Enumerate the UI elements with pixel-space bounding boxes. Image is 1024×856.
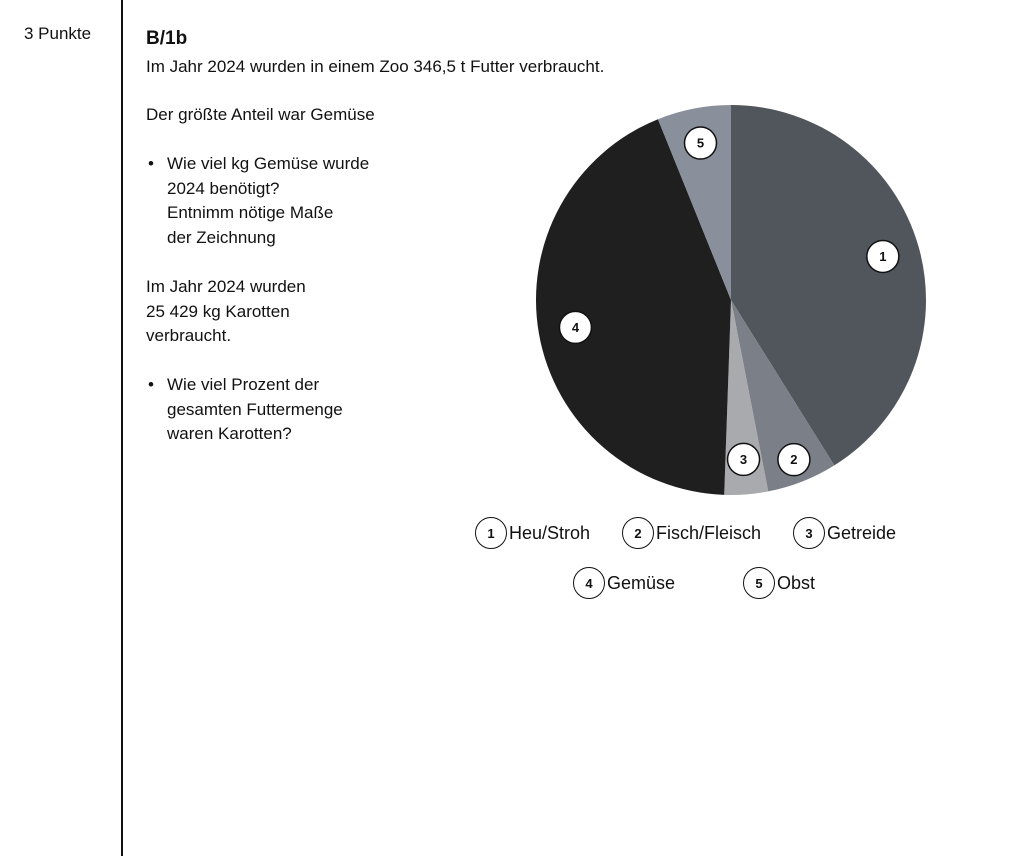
svg-text:4: 4 [571,319,580,335]
question-1-line: 2024 benötigt? [167,178,280,198]
pie-label-5 [684,127,716,159]
question-1-line: Entnimm nötige Maße [167,203,334,222]
pie-label-1 [867,240,899,272]
pie-label-3 [728,443,760,475]
legend-item-2 [622,515,761,551]
question-1-line: Wie viel kg Gemüse wurde [167,154,370,173]
pie-label-2 [778,444,810,476]
svg-text:3: 3 [739,451,748,467]
question-2-line: waren Karotten? [167,424,292,443]
legend-item-4 [573,565,675,601]
question-1-line: der Zeichnung [167,227,276,247]
legend-number: 2 [622,517,654,549]
legend-number: 3 [793,517,825,549]
svg-text:2: 2 [790,452,798,468]
task-id: B/1b [146,28,188,49]
legend-number: 4 [573,567,605,599]
svg-text:1: 1 [879,248,887,264]
task-intro: Im Jahr 2024 wurden in einem Zoo 346,5 t Futter verbraucht. [146,57,605,76]
pie-label-4 [559,311,591,343]
legend-label: Heu/Stroh [509,522,591,543]
legend-number: 5 [743,567,775,599]
legend-label: Obst [777,572,816,593]
question-2-line: Wie viel Prozent der [167,375,320,394]
info-line: verbraucht. [146,326,232,345]
legend-number: 1 [475,517,507,549]
legend-label: Fisch/Fleisch [656,522,762,543]
points-label: 3 Punkte [24,24,92,43]
svg-text:5: 5 [696,135,705,151]
info-line: Im Jahr 2024 wurden [146,277,306,296]
legend-item-3 [793,515,896,551]
question-2-line: gesamten Futtermenge [167,399,343,419]
legend-item-5 [743,565,815,601]
bullet-dot: • [148,154,154,173]
bullet-dot: • [148,375,154,394]
info-line: 25 429 kg Karotten [146,301,290,321]
legend-label: Getreide [827,522,897,543]
legend-label: Gemüse [607,572,676,593]
task-statement: Der größte Anteil war Gemüse [146,105,375,124]
legend-item-1 [475,515,590,551]
